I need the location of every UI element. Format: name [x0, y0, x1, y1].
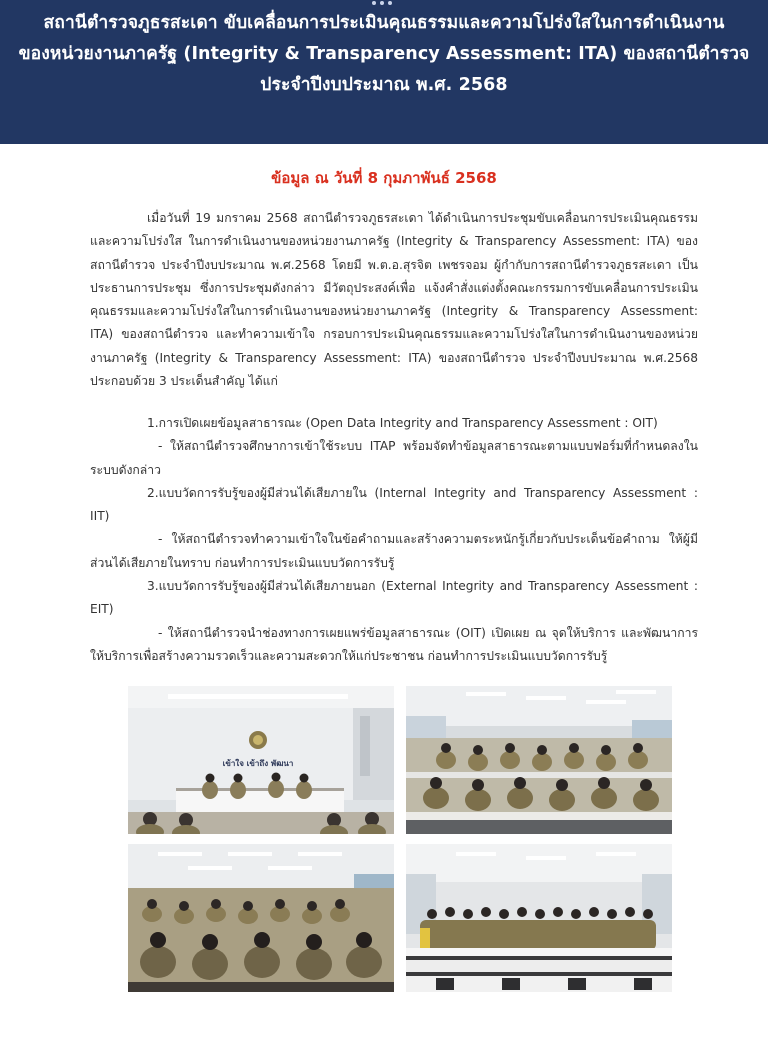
- title-line-3: ประจำปีงบประมาณ พ.ศ. 2568: [260, 75, 508, 95]
- issue-3-detail: - ให้สถานีตำรวจนำช่องทางการเผยแพร่ข้อมูลสาธารณะ (OIT) เปิดเผย ณ จุดให้บริการ และพัฒนาการให้บริการเพื่อสร้างความรวดเร็วและความสะดวกให้แก่ประชาชน ก่อนทำการประเมินแบบวัดการรับรู้: [90, 625, 698, 663]
- issue-1-detail: - ให้สถานีตำรวจศึกษาการเข้าใช้ระบบ ITAP พร้อมจัดทำข้อมูลสาธารณะตามแบบฟอร์มที่กำหนดลงในระบบดังกล่าว: [90, 439, 698, 477]
- meeting-photo-group: [406, 844, 672, 992]
- issue-2-heading: 2.แบบวัดการรับรู้ของผู้มีส่วนได้เสียภายใน (Internal Integrity and Transparency Assessment : IIT): [90, 485, 698, 524]
- meeting-photo-attendees-rows: [406, 686, 672, 834]
- issue-3-heading: 3.แบบวัดการรับรู้ของผู้มีส่วนได้เสียภายนอก (External Integrity and Transparency Assessment : EIT): [90, 579, 698, 617]
- page-title: [10, 8, 758, 101]
- key-issues-list: [90, 412, 698, 665]
- meeting-photo-audience: [128, 844, 394, 992]
- more-dots-icon: [372, 1, 392, 5]
- title-banner: [0, 0, 768, 144]
- meeting-photo-grid: [128, 686, 672, 992]
- issue-2-detail: - ให้สถานีตำรวจทำความเข้าใจในข้อคำถามและสร้างความตระหนักรู้เกี่ยวกับประเด็นข้อคำถาม ให้ผู้มีส่วนได้เสียภายในทราบ ก่อนทำการประเมินแบบวัดการรับรู้: [90, 532, 698, 570]
- as-of-date: ข้อมูล ณ วันที่ 8 กุมภาพันธ์ 2568: [271, 169, 497, 187]
- issue-1-heading: 1.การเปิดเผยข้อมูลสาธารณะ (Open Data Integrity and Transparency Assessment : OIT): [147, 416, 658, 430]
- meeting-room-sign: เข้าใจ เข้าถึง พัฒนา: [222, 759, 294, 768]
- title-line-2: ของหน่วยงานภาครัฐ (Integrity & Transparency Assessment: ITA) ของสถานีตำรวจ: [18, 44, 750, 64]
- title-line-1: สถานีตำรวจภูธรสะเดา ขับเคลื่อนการประเมินคุณธรรมและความโปร่งใสในการดำเนินงาน: [43, 13, 725, 33]
- intro-paragraph: เมื่อวันที่ 19 มกราคม 2568 สถานีตำรวจภูธรสะเดา ได้ดำเนินการประชุมขับเคลื่อนการประเมินคุณธรรมและความโปร่งใส ในการดำเนินงานของหน่วยงานภาครัฐ (Integrity & Transparency Assessment: ITA) ของสถานีตำรวจ ประจำปีงบประมาณ พ.ศ.2568 โดยมี พ.ต.อ.สุรจิต เพชรจอม ผู้กำกับการสถานีตำรวจภูธรสะเดา เป็นประธานการประชุม ซึ่งการประชุมดังกล่าว มีวัตถุประสงค์เพื่อ แจ้งคำสั่งแต่งตั้งคณะกรรมการขับเคลื่อนการประเมินคุณธรรมและความโปร่งใสในการดำเนินงานของหน่วยงานภาครัฐ (Integrity & Transparency Assessment: ITA) ของสถานีตำรวจ และทำความเข้าใจ กรอบการประเมินคุณธรรมและความโปร่งใสในการดำเนินงานของหน่วยงานภาครัฐ (Integrity & Transparency Assessment: ITA) ของสถานีตำรวจ ประจำปีงบประมาณ พ.ศ.2568 ประกอบด้วย 3 ประเด็นสำคัญ ได้แก่: [90, 211, 698, 389]
- meeting-photo-head-table: [128, 686, 394, 834]
